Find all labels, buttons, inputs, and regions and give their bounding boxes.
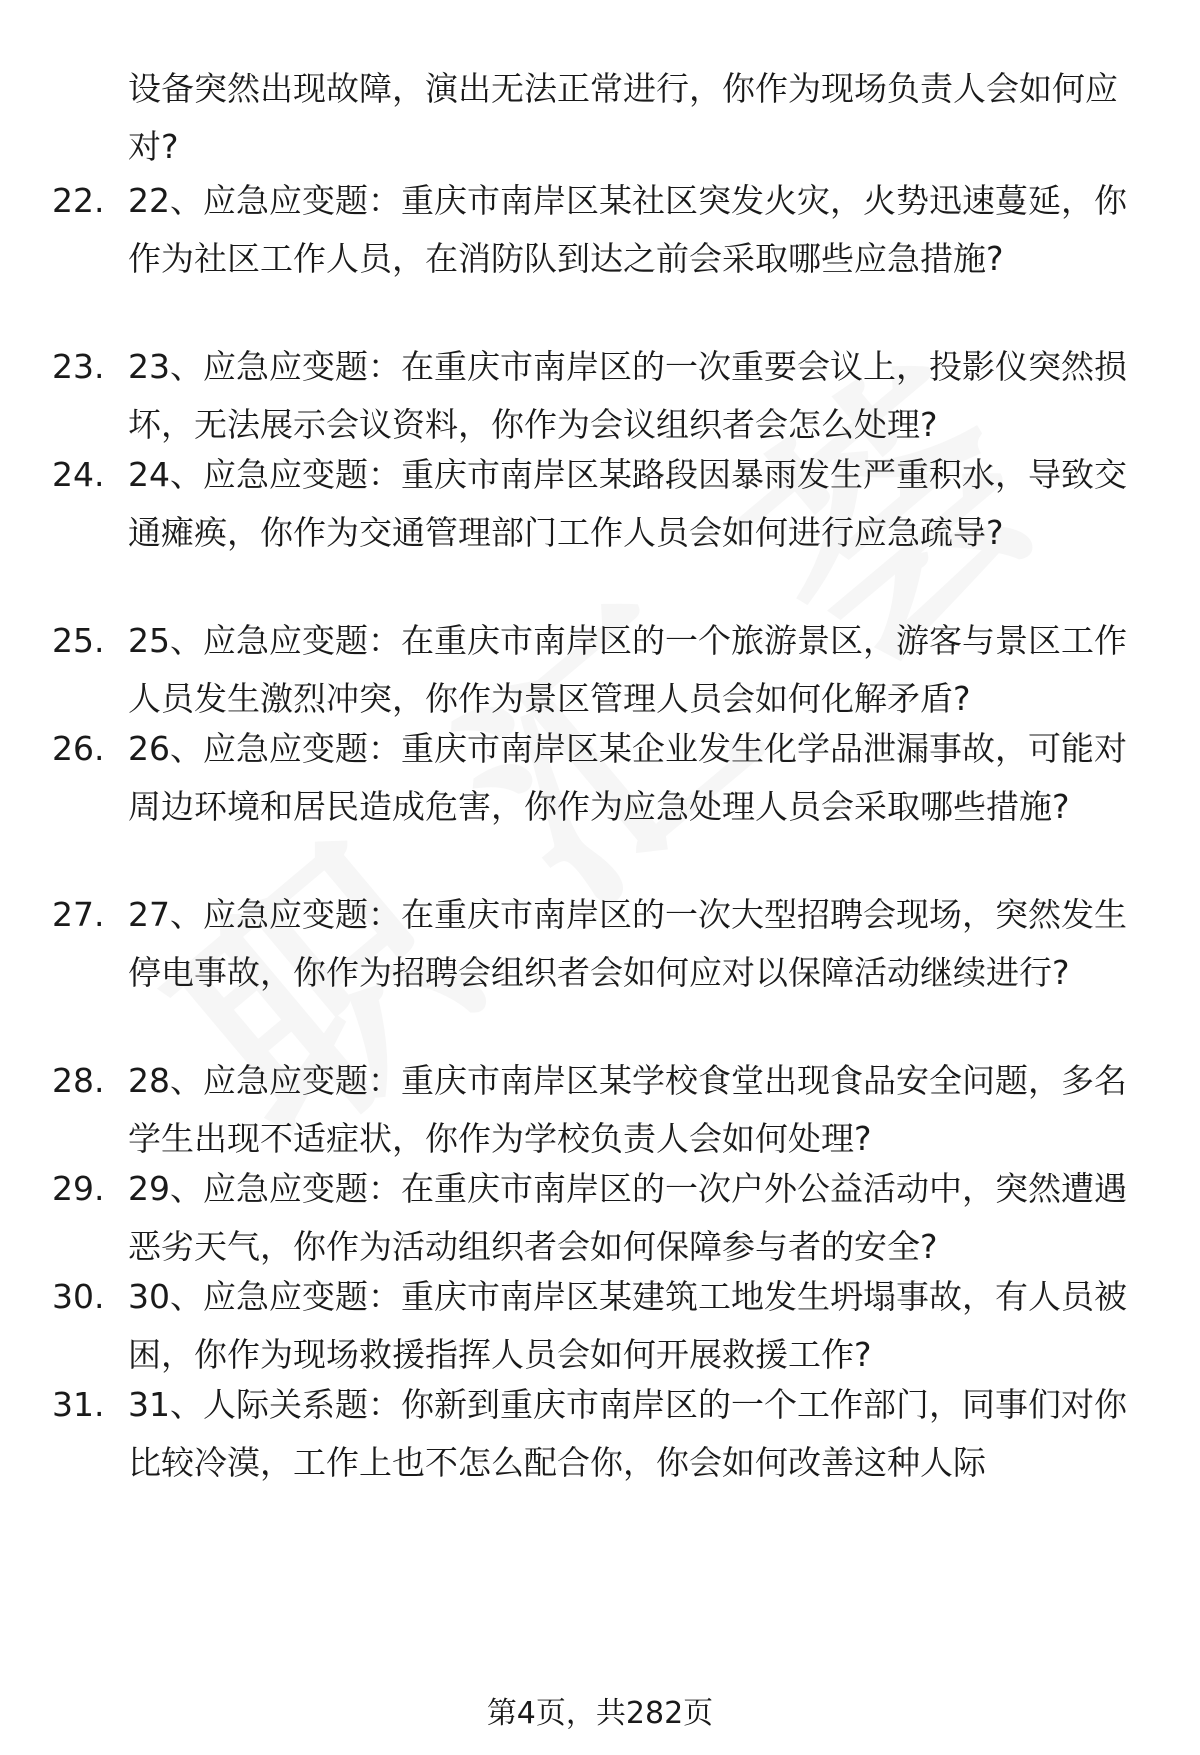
- question-number: 26.: [52, 729, 105, 768]
- question-number: 22.: [52, 181, 105, 220]
- question-text: 25、应急应变题：在重庆市南岸区的一个旅游景区，游客与景区工作人员发生激烈冲突，你作为景区管理人员会如何化解矛盾?: [128, 621, 1127, 718]
- question-number: 31.: [52, 1385, 105, 1424]
- question-number: 28.: [52, 1061, 105, 1100]
- question-text: 22、应急应变题：重庆市南岸区某社区突发火灾，火势迅速蔓延，你作为社区工作人员，在消防队到达之前会采取哪些应急措施?: [128, 181, 1127, 278]
- question-text: 27、应急应变题：在重庆市南岸区的一次大型招聘会现场，突然发生停电事故，你作为招聘会组织者会如何应对以保障活动继续进行?: [128, 895, 1127, 992]
- question-text: 23、应急应变题：在重庆市南岸区的一次重要会议上，投影仪突然损坏，无法展示会议资料，你作为会议组织者会怎么处理?: [128, 347, 1127, 444]
- question-text: 30、应急应变题：重庆市南岸区某建筑工地发生坍塌事故，有人员被困，你作为现场救援指挥人员会如何开展救援工作?: [128, 1277, 1127, 1374]
- page-footer: 第4页，共282页: [486, 1696, 714, 1731]
- question-text: 26、应急应变题：重庆市南岸区某企业发生化学品泄漏事故，可能对周边环境和居民造成危害，你作为应急处理人员会采取哪些措施?: [128, 729, 1127, 826]
- question-text: 31、人际关系题：你新到重庆市南岸区的一个工作部门，同事们对你比较冷漠，工作上也不怎么配合你，你会如何改善这种人际: [128, 1385, 1127, 1482]
- question-number: 25.: [52, 621, 105, 660]
- question-text: 24、应急应变题：重庆市南岸区某路段因暴雨发生严重积水，导致交通瘫痪，你作为交通管理部门工作人员会如何进行应急疏导?: [128, 455, 1127, 552]
- question-text: 28、应急应变题：重庆市南岸区某学校食堂出现食品安全问题，多名学生出现不适症状，你作为学校负责人会如何处理?: [128, 1061, 1127, 1158]
- question-number: 27.: [52, 895, 105, 934]
- question-number: 29.: [52, 1169, 105, 1208]
- question-number: 30.: [52, 1277, 105, 1316]
- question-number: 23.: [52, 347, 105, 386]
- question-text: 29、应急应变题：在重庆市南岸区的一次户外公益活动中，突然遭遇恶劣天气，你作为活动组织者会如何保障参与者的安全?: [128, 1169, 1127, 1266]
- question-number: 24.: [52, 455, 105, 494]
- question-continuation: 设备突然出现故障，演出无法正常进行，你作为现场负责人会如何应对?: [128, 69, 1118, 166]
